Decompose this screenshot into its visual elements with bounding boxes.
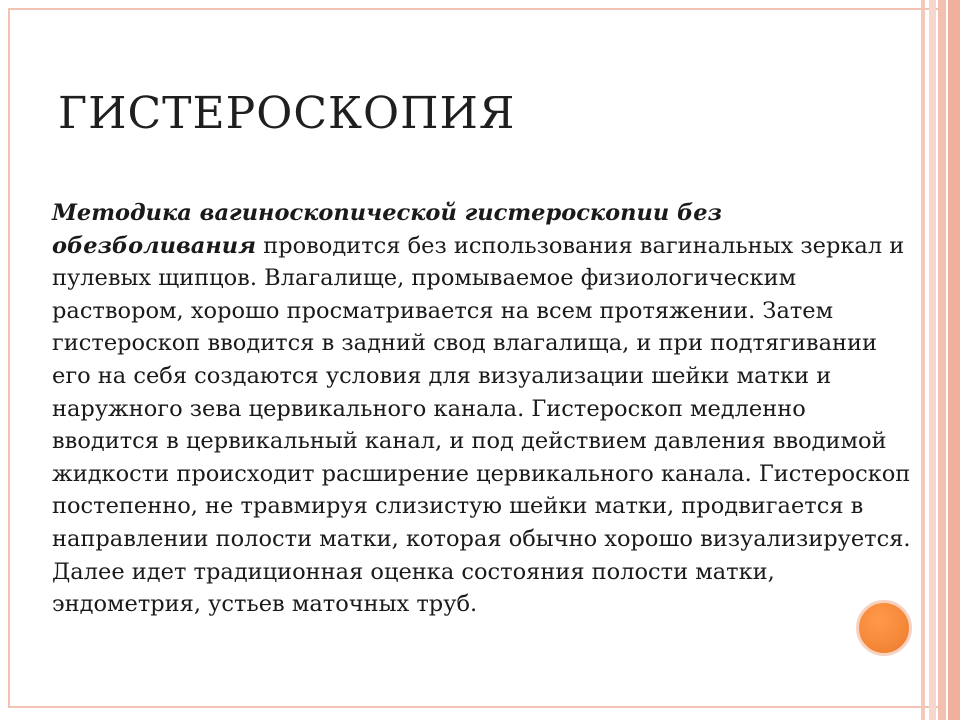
decorative-stripe (929, 0, 936, 720)
paragraph-text: проводится без использования вагинальных зеркал и пулевых щипцов. Влагалище, промываемое физиологическим раствором, хорошо просматривается на всем протяжении. Затем гистероскоп вводится в задний свод влагалища, и при подтягивании его на себя создаются условия для визуализации шейки матки и наружного зева цервикального канала. Гистероскоп медленно вводится в цервикальный канал, и под действием давления вводимой жидкости происходит расширение цервикального канала. Гистероскоп постепенно, не травмируя слизистую шейки матки, продвигается в направлении полости матки, которая обычно хорошо визуализируется. Далее идет традиционная оценка состояния полости матки, эндометрия, устьев маточных труб. (52, 232, 911, 618)
decorative-stripe (948, 0, 960, 720)
decorative-circle (856, 600, 912, 656)
paragraph-emphasis: Методика вагиноскопической гистероскопии без обезболивания (52, 200, 722, 259)
slide-title: ГИСТЕРОСКОПИЯ (58, 88, 516, 139)
decorative-stripe (921, 0, 925, 720)
slide-body-paragraph (52, 197, 912, 621)
decorative-stripe (938, 0, 946, 720)
